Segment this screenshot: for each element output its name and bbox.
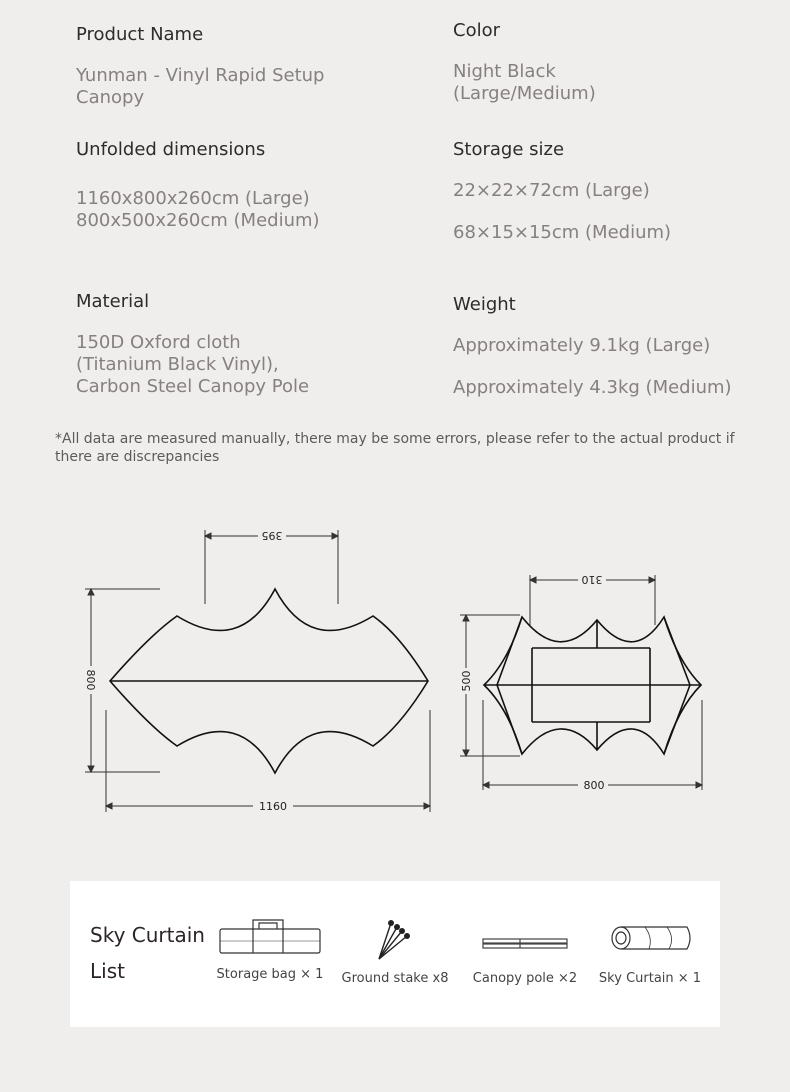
spec-label: Weight xyxy=(453,294,516,315)
large-side-dimension: 800 xyxy=(84,669,97,691)
spec-weight xyxy=(453,294,773,399)
list-item-sky-curtain xyxy=(595,917,705,986)
spec-value: 1160x800x260cm (Large) xyxy=(76,188,310,209)
list-item-label: Storage bag × 1 xyxy=(216,967,324,982)
list-item-storage-bag xyxy=(210,917,330,982)
spec-value: Approximately 9.1kg (Large) xyxy=(453,335,711,356)
spec-product-name xyxy=(76,24,376,109)
spec-label: Unfolded dimensions xyxy=(76,139,266,160)
spec-color xyxy=(453,20,663,105)
spec-label: Material xyxy=(76,291,150,312)
large-canopy-diagram xyxy=(110,589,428,773)
measurement-note: *All data are measured manually, there may be some errors, please refer to the actual product if there are discrepancies xyxy=(55,431,735,465)
large-bottom-dimension: 1160 xyxy=(259,800,287,813)
list-item-label: Sky Curtain × 1 xyxy=(598,971,702,986)
medium-top-dimension: 310 xyxy=(581,573,603,586)
spec-value: Yunman - Vinyl Rapid Setup Canopy xyxy=(76,65,325,108)
medium-canopy-diagram xyxy=(484,617,701,754)
storage-bag-icon xyxy=(217,917,323,957)
spec-value: 800x500x260cm (Medium) xyxy=(76,210,320,231)
package-list-title xyxy=(90,917,205,989)
spec-value: 150D Oxford cloth xyxy=(76,332,241,353)
spec-material xyxy=(76,291,376,398)
spec-value: 22×22×72cm (Large) xyxy=(453,180,650,201)
list-title-line: List xyxy=(90,959,125,983)
spec-storage-size xyxy=(453,139,773,244)
medium-side-dimension: 500 xyxy=(460,670,473,692)
list-item-label: Canopy pole ×2 xyxy=(472,971,578,986)
spec-value: Night Black (Large/Medium) xyxy=(453,61,596,104)
spec-label: Color xyxy=(453,20,500,41)
list-item-ground-stake xyxy=(340,917,450,986)
spec-value: Carbon Steel Canopy Pole xyxy=(76,376,310,397)
list-item-label: Ground stake x8 xyxy=(341,971,449,986)
spec-unfolded-dimensions xyxy=(76,139,376,232)
canopy-pole-icon xyxy=(480,917,570,961)
spec-label: Storage size xyxy=(453,139,565,160)
list-title-line: Sky Curtain xyxy=(90,923,205,947)
large-top-dimension: 395 xyxy=(261,529,283,542)
spec-label: Product Name xyxy=(76,24,204,45)
spec-value: Approximately 4.3kg (Medium) xyxy=(453,377,732,398)
list-item-canopy-pole xyxy=(470,917,580,986)
spec-value: (Titanium Black Vinyl), xyxy=(76,354,279,375)
spec-value: 68×15×15cm (Medium) xyxy=(453,222,672,243)
package-list-card xyxy=(70,881,720,1027)
medium-bottom-dimension: 800 xyxy=(583,779,605,792)
rolled-curtain-icon xyxy=(605,917,695,961)
dimension-diagrams xyxy=(0,500,790,830)
ground-stake-icon xyxy=(365,917,425,961)
